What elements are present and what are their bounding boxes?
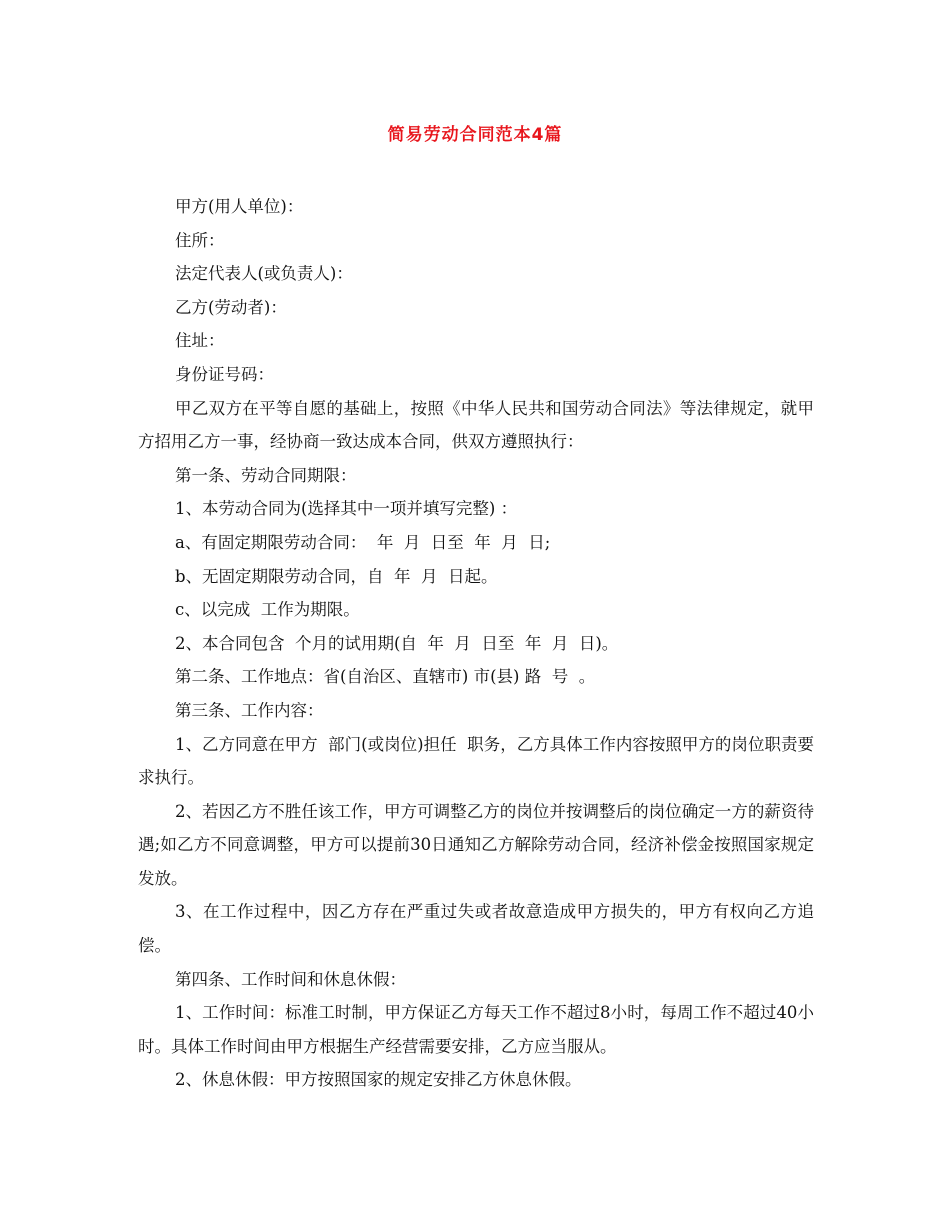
paragraph-article-3-item-2: 2、若因乙方不胜任该工作，甲方可调整乙方的岗位并按调整后的岗位确定一方的薪资待遇;如乙方不同意调整，甲方可以提前30日通知乙方解除劳动合同，经济补偿金按照国家规定发放。 bbox=[138, 801, 814, 888]
document-title: 简易劳动合同范本4篇 bbox=[387, 125, 563, 145]
paragraph-party-b: 乙方(劳动者)： bbox=[175, 297, 287, 317]
paragraph-article-2: 第二条、工作地点：省(自治区、直辖市) 市(县) 路 号 。 bbox=[175, 667, 596, 687]
paragraph-article-1-option-a: a、有固定期限劳动合同： 年 月 日至 年 月 日; bbox=[175, 532, 551, 552]
paragraph-article-3-heading: 第三条、工作内容： bbox=[175, 700, 324, 720]
paragraph-party-a-address: 住所： bbox=[175, 230, 225, 250]
paragraph-article-3-item-1: 1、乙方同意在甲方 部门(或岗位)担任 职务，乙方具体工作内容按照甲方的岗位职责要求执行。 bbox=[138, 734, 814, 788]
document-body bbox=[138, 190, 814, 1097]
paragraph-article-1-item-1: 1、本劳动合同为(选择其中一项并填写完整) ： bbox=[175, 499, 518, 519]
paragraph-legal-representative: 法定代表人(或负责人)： bbox=[175, 264, 353, 284]
paragraph-party-b-address: 住址： bbox=[175, 331, 225, 351]
paragraph-article-1-option-c: c、以完成 工作为期限。 bbox=[175, 600, 360, 620]
paragraph-article-1-heading: 第一条、劳动合同期限： bbox=[175, 465, 357, 485]
paragraph-party-a: 甲方(用人单位)： bbox=[175, 197, 304, 216]
paragraph-article-1-item-2: 2、本合同包含 个月的试用期(自 年 月 日至 年 月 日)。 bbox=[175, 633, 619, 653]
paragraph-article-4-item-2: 2、休息休假：甲方按照国家的规定安排乙方休息休假。 bbox=[175, 1070, 582, 1090]
paragraph-article-4-heading: 第四条、工作时间和休息休假： bbox=[175, 969, 406, 989]
paragraph-article-3-item-3: 3、在工作过程中，因乙方存在严重过失或者故意造成甲方损失的，甲方有权向乙方追偿。 bbox=[138, 902, 814, 956]
paragraph-article-4-item-1: 1、工作时间：标准工时制，甲方保证乙方每天工作不超过8小时，每周工作不超过40小时。具体工作时间由甲方根据生产经营需要安排，乙方应当服从。 bbox=[138, 1003, 814, 1056]
paragraph-article-1-option-b: b、无固定期限劳动合同，自 年 月 日起。 bbox=[175, 566, 498, 586]
paragraph-id-number: 身份证号码： bbox=[175, 364, 274, 384]
paragraph-preamble: 甲乙双方在平等自愿的基础上，按照《中华人民共和国劳动合同法》等法律规定，就甲方招用乙方一事，经协商一致达成本合同，供双方遵照执行： bbox=[138, 398, 814, 452]
